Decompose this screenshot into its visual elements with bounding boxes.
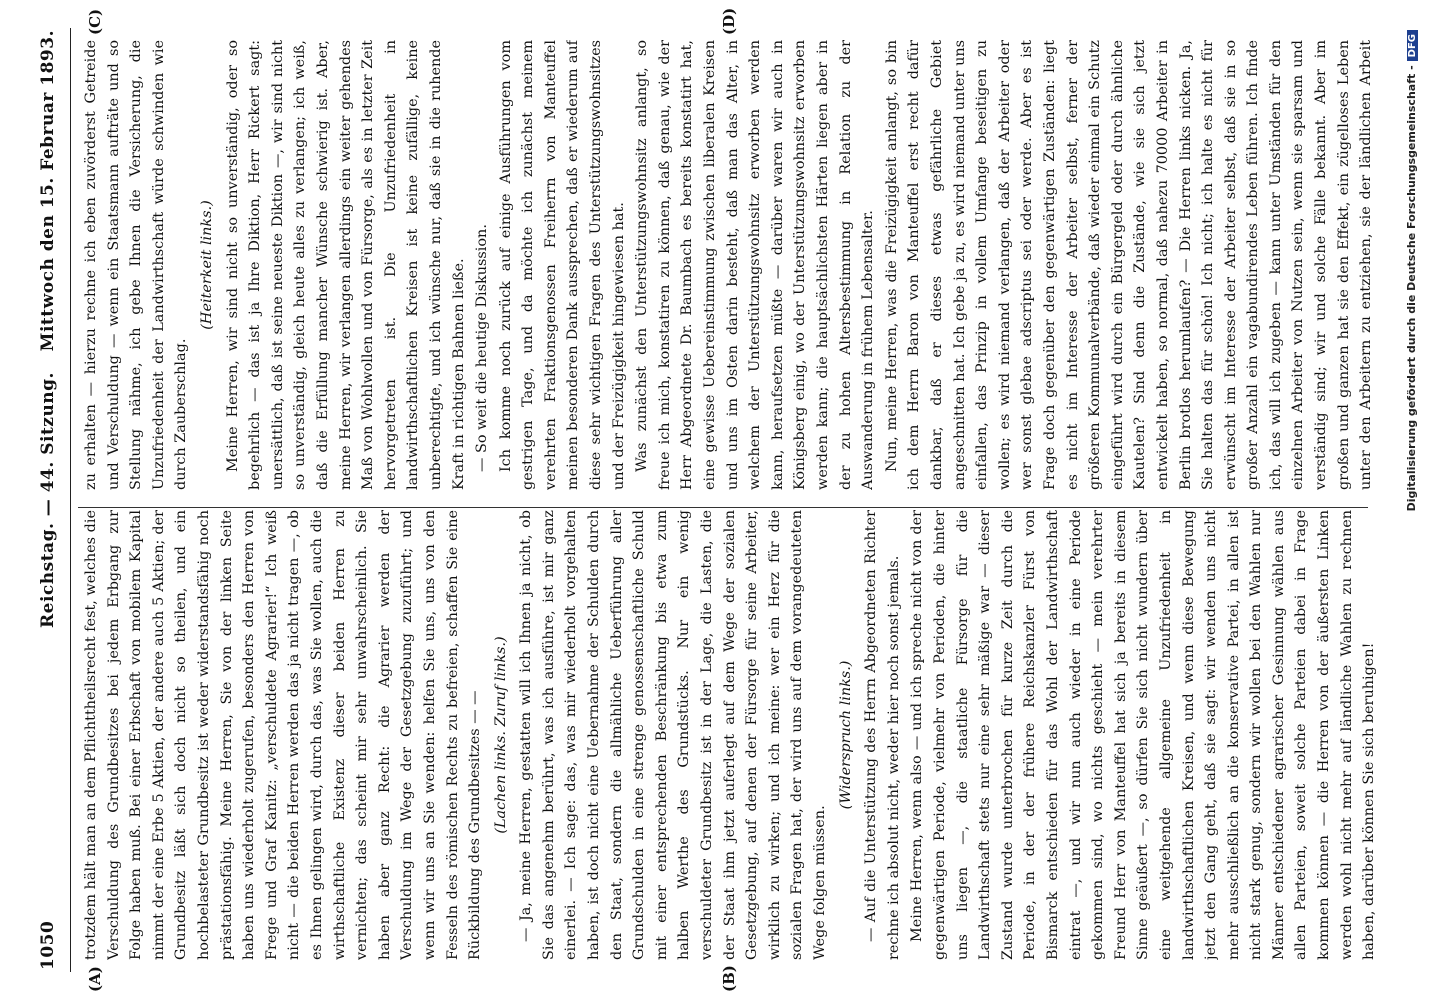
paragraph: — So weit die heutige Diskussion. xyxy=(474,224,491,472)
paragraph: Meine Herren, wir sind nicht so unverständig, oder so begehrlich — das ist ja Ihre Diktion, Herr Rickert sagt: unersättlich, daß ist seine neueste Diktion —, wir sind nicht so unverständig, gleich heute alles zu verlangen; ich weiß, daß die Erfüllung mancher Wünsche schwierig ist. Aber, meine Herren, wir verlangen allerdings ein weiter gehendes Maß von Wohlwollen und von Fürsorge, als es in letzter Zeit hervorgetreten ist. Die Unzufriedenheit in landwirthschaftlichen Kreisen ist keine zufällige, keine unberechtigte, und ich wünsche nur, daß sie in die ruhende Kraft in richtigen Bahnen ließe. xyxy=(224,40,467,490)
margin-mark-c: (C) xyxy=(86,8,104,35)
interjection: (Widerspruch links.) xyxy=(837,660,854,810)
dfg-logo-badge: DFG xyxy=(1407,30,1418,61)
session-date: Mittwoch den 15. Februar 1893. xyxy=(38,30,58,352)
margin-mark-b: (B) xyxy=(720,965,738,992)
paragraph: — Auf die Unterstützung des Herrn Abgeordneten Richter rechne ich absolut nicht, weder hier noch sonst jemals. xyxy=(863,510,902,960)
margin-mark-a: (A) xyxy=(86,966,104,992)
right-column xyxy=(80,40,1380,490)
page-number: 1050 xyxy=(38,920,58,970)
interjection: (Heiterkeit links.) xyxy=(198,200,215,330)
margin-mark-d: (D) xyxy=(720,7,738,35)
paragraph: trotzdem hält man an dem Pflichttheilsrecht fest, welches die Verschuldung des Grundbesitzes bei jedem Erbgang zur Folge haben muß. Bei einer Erbschaft von mobilem Kapital nimmt der eine Erbe 5 Aktien, der andere auch 5 Aktien; der Grundbesitz läßt sich doch nicht so theilen, und ein hochbelasteter Grundbesitz ist weder widerstandsfähig noch prästationsfähig. Meine Herren, Sie von der linken Seite haben uns wiederholt zugerufen, besonders den Herren von Frege und Graf Kanitz: „verschuldete Agrarier!“ Ich weiß nicht — die beiden Herren werden das ja nicht tragen —, ob es Ihnen gelingen wird, durch das, was Sie wollen, auch die wirthschaftliche Existenz dieser beiden Herren zu vernichten; das scheint mir sehr unwahrscheinlich. Sie haben aber ganz Recht: die Agrarier werden der Verschuldung im Wege der Gesetzgebung zuzuführt; und wenn wir uns an Sie wenden: helfen Sie uns, uns von den Fesseln des römischen Rechts zu befreien, schaffen Sie eine Rückbildung des Grundbesitzes — — xyxy=(83,510,484,960)
paragraph: Ich komme noch zurück auf einige Ausführungen vom gestrigen Tage, und da möchte ich zunächst meinem verehrten Fraktionsgenossen Freiherrn von Manteuffel meinen besonderen Dank aussprechen, daß er wiederum auf diese sehr wichtigen Fragen des Unterstützungswohnsitzes und der Freizügigkeit hingewiesen hat. xyxy=(497,40,627,490)
paragraph: — Ja, meine Herren, gestatten will ich Ihnen ja nicht, ob Sie das angenehm berührt, was ich ausführe, ist mir ganz einerlei. — Ich sage: das, was mir wiederholt vorgehalten haben, ist doch nicht eine Uebernahme der Schulden durch den Staat, sondern die allmähliche Ueberführung aller Grundschulden in eine strenge genossenschaftliche Schuld mit einer entsprechenden Beschränkung bis etwa zum halben Werthe des Grundstücks. Nur ein wenig verschuldeter Grundbesitz ist in der Lage, die Lasten, die der Staat ihm jetzt auferlegt auf dem Wege der sozialen Gesetzgebung, auf denen der Fürsorge für seine Arbeiter, wirklich zu wirken; und ich meine: wer ein Herz für die sozialen Fragen hat, der wird uns auf dem vorangedeuteten Wege folgen müssen. xyxy=(518,510,828,960)
page-header xyxy=(38,30,66,970)
digitization-credit xyxy=(1405,30,1418,960)
interjection: (Lachen links. Zuruf links.) xyxy=(492,636,509,834)
session-title: Reichstag. — 44. Sitzung. xyxy=(38,372,58,628)
paragraph: Meine Herren, wenn also — und ich spreche nicht von der gegenwärtigen Periode, vielmehr von Perioden, die hinter uns liegen —, die staatliche Fürsorge für die Landwirthschaft stets nur eine sehr mäßige war — dieser Zustand wurde unterbrochen für kurze Zeit durch die Periode, in der der frühere Reichskanzler Fürst von Bismarck entschieden für das Wohl der Landwirthschaft eintrat —, und wir nun auch wieder in eine Periode gekommen sind, wo nichts geschieht — mein verehrter Freund Herr von Manteuffel hat sich ja bereits in diesem Sinne geäußert —, so dürfen Sie sich nicht wundern über eine weitgehende allgemeine Unzufriedenheit in landwirthschaftlichen Kreisen, und wenn diese Bewegung jetzt den Gang geht, daß sie sagt: wir wenden uns nicht mehr ausschließlich an die konservative Partei, in allen ist nicht stark genug, sondern wir wollen bei den Wahlen nur Männer entschiedener agrarischer Gesinnung wählen aus allen Parteien, soweit solche Parteien dabei in Frage kommen können — die Herren von der äußersten Linken werden wohl nicht mehr auf ländliche Wahlen zu rechnen haben, darüber können Sie sich beruhigen! xyxy=(909,510,1378,960)
paragraph: Was zunächst den Unterstützungswohnsitz anlangt, so freue ich mich, konstatiren zu können, daß genau, wie der Herr Abgeordnete Dr. Baumbach es bereits konstatirt hat, eine gewisse Uebereinstimmung zwischen liberalen Kreisen und uns im Osten darin besteht, daß man das Alter, in welchem der Unterstützungswohnsitz erworben werden kann, heraufsetzen müßte — darüber waren wir auch in Königsberg einig, wo der Unterstützungswohnsitz erworben werden kann; die hauptsächlichsten Härten liegen aber in der zu hohen Altersbestimmung in Relation zu der Auswanderung in frühem Lebensalter. xyxy=(634,40,877,490)
column-divider xyxy=(78,507,1368,508)
left-column xyxy=(80,510,1380,960)
credit-text: Digitalisierung gefördert durch die Deutsche Forschungsgemeinschaft - xyxy=(1405,65,1418,512)
paragraph: Nun, meine Herren, was die Freizügigkeit anlangt, so bin ich dem Herrn Baron von Manteuffel erst recht dafür dankbar, daß er dieses etwas gefährliche Gebiet angeschnitten hat. Ich gebe ja zu, es wird niemand unter uns einfallen, das Prinzip in vollem Umfange beseitigen zu wollen; es wird niemand verlangen, daß der Arbeiter oder wer sonst glebae adscriptus sei oder werde. Aber es ist Frage doch gegenüber den gegenwärtigen Zuständen: liegt es nicht im Interesse der Arbeiter selbst, ferner der größeren Kommunalverbände, daß wieder einmal ein Schutz eingeführt wird durch ein Bürgergeld oder durch ähnliche Kautelen? Sind denn die Zustände, wie sie sich jetzt entwickelt haben, so normal, daß nahezu 70000 Arbeiter in Berlin brotlos herumlaufen? — Die Herren links nicken. Ja, Sie halten das für schön! Ich nicht; ich halte es nicht für erwünscht im Interesse der Arbeiter selbst, daß sie in so großer Anzahl ein vagabundirendes Leben führen. Ich finde ich, das will ich zugeben — kann unter Umständen für den einzelnen Arbeiter von Nutzen sein, wenn sie sparsam und verständig sind; wir und solche Fälle bekannt. Aber im großen und ganzen hat sie den Effekt, ein zügelloses Leben unter den Arbeitern zu entziehen, sie der ländlichen Arbeit xyxy=(883,40,1375,490)
paragraph: zu erhalten — hierzu rechne ich eben zuvörderst Getreide und Verschuldung — wenn ein Staatsmann aufträte und so Stellung nähme, ich gebe Ihnen die Versicherung, die Unzufriedenheit der Landwirthschaft würde schwinden wie durch Zauberschlag. xyxy=(83,40,190,490)
header-rule xyxy=(70,28,71,972)
